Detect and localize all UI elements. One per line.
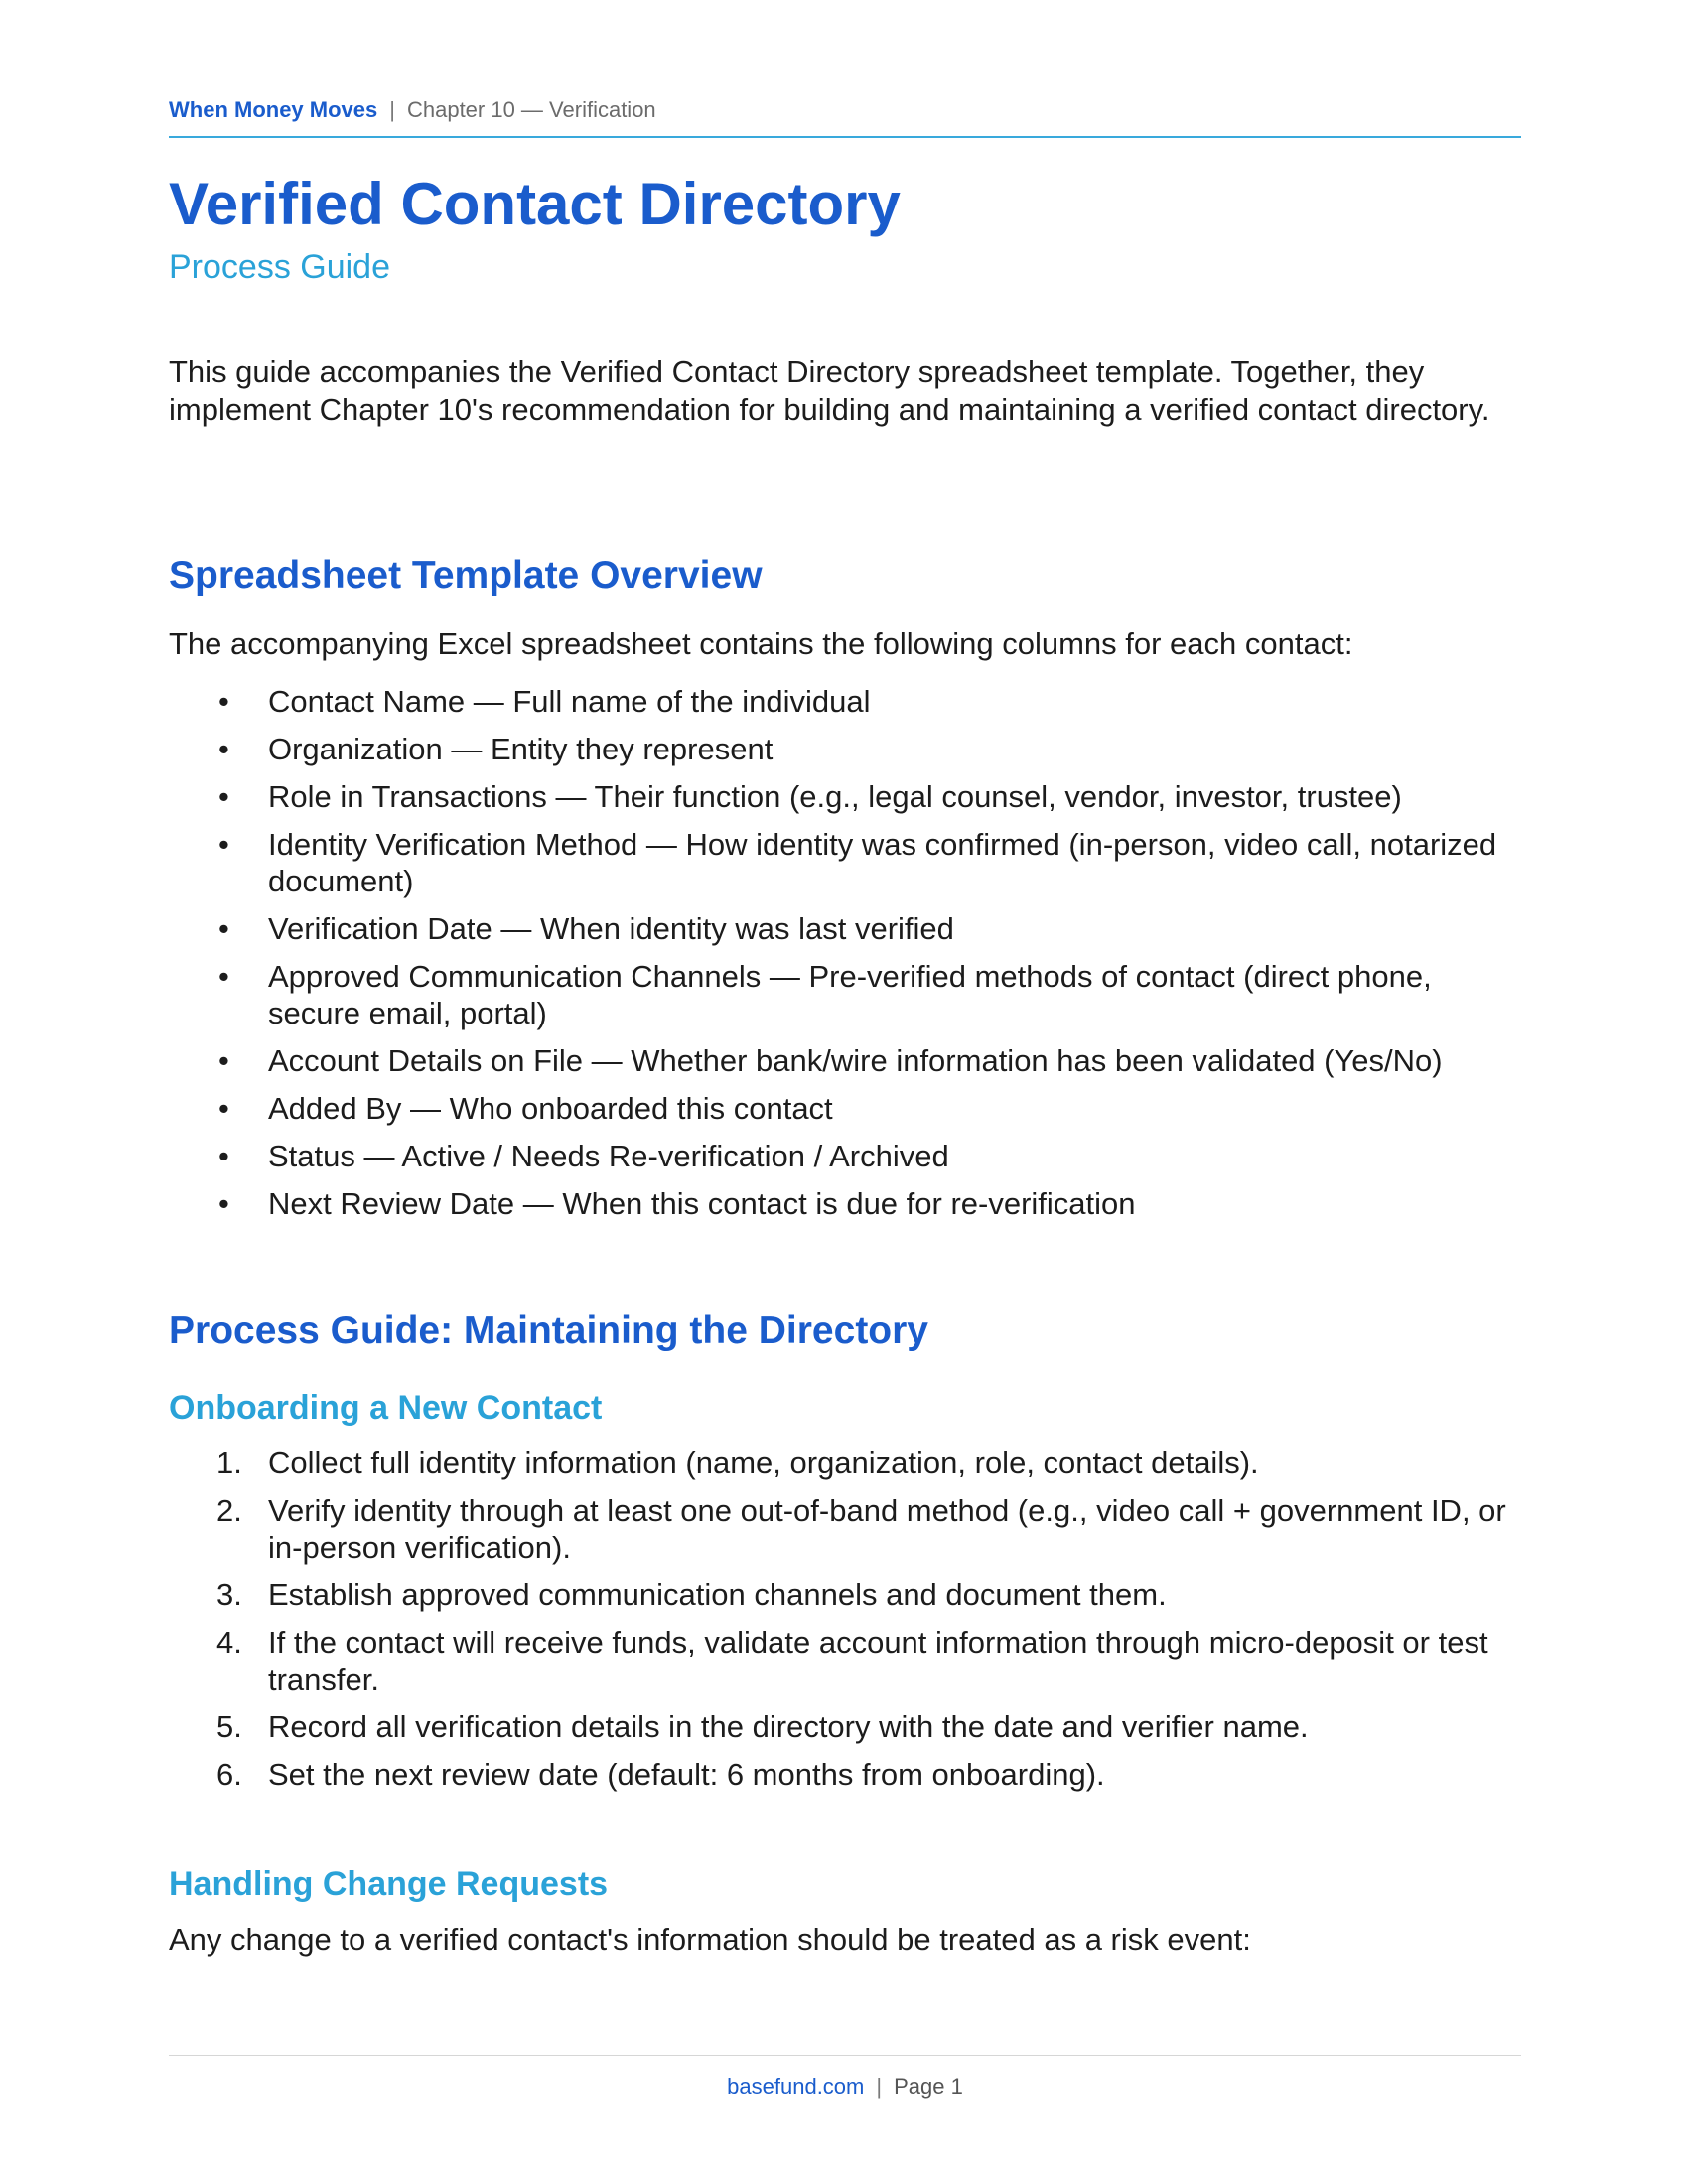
step-text: Establish approved communication channels and document them. (268, 1577, 1167, 1612)
list-item (169, 731, 1521, 767)
list-item (169, 958, 1521, 1031)
list-item-text: Verification Date — When identity was last verified (268, 911, 954, 946)
chapter-label: Chapter 10 — Verification (406, 97, 656, 122)
bullet-marker: • (218, 1091, 229, 1126)
page-number: Page 1 (894, 2074, 963, 2099)
bullet-marker: • (218, 732, 229, 766)
bullet-marker: • (218, 1043, 229, 1078)
bullet-marker: • (218, 959, 229, 994)
bullet-marker: • (218, 1139, 229, 1173)
step-number: 4. (216, 1625, 242, 1660)
list-item-text: Contact Name — Full name of the individual (268, 684, 871, 719)
list-item-text: Approved Communication Channels — Pre-verified methods of contact (direct phone, secure email, portal) (268, 959, 1432, 1030)
section-heading-overview: Spreadsheet Template Overview (169, 554, 763, 597)
list-item (169, 910, 1521, 947)
columns-list (169, 683, 1521, 1233)
step-text: Collect full identity information (name, organization, role, contact details). (268, 1445, 1259, 1480)
running-header (169, 96, 1521, 138)
list-item (169, 1492, 1521, 1566)
list-item-text: Identity Verification Method — How identity was confirmed (in-person, video call, notarized document) (268, 827, 1497, 898)
bullet-marker: • (218, 1186, 229, 1221)
running-footer (169, 2055, 1521, 2115)
list-item (169, 1185, 1521, 1222)
book-title: When Money Moves (169, 97, 378, 122)
step-number: 5. (216, 1709, 242, 1744)
subsection-heading-changes: Handling Change Requests (169, 1865, 609, 1903)
bullet-marker: • (218, 827, 229, 862)
footer-site-link[interactable]: basefund.com (727, 2074, 865, 2099)
list-item (169, 683, 1521, 720)
onboarding-steps (169, 1444, 1521, 1804)
list-item (169, 778, 1521, 815)
list-item (169, 1708, 1521, 1745)
step-number: 2. (216, 1493, 242, 1528)
step-number: 1. (216, 1445, 242, 1480)
header-separator: | (389, 97, 395, 122)
section-heading-process: Process Guide: Maintaining the Directory (169, 1309, 928, 1352)
list-item-text: Role in Transactions — Their function (e.g., legal counsel, vendor, investor, trustee) (268, 779, 1402, 814)
step-text: Record all verification details in the directory with the date and verifier name. (268, 1709, 1309, 1744)
changes-lead: Any change to a verified contact's information should be treated as a risk event: (169, 1922, 1251, 1957)
list-item (169, 826, 1521, 899)
list-item (169, 1576, 1521, 1613)
bullet-marker: • (218, 911, 229, 946)
list-item-text: Next Review Date — When this contact is due for re-verification (268, 1186, 1136, 1221)
list-item-text: Added By — Who onboarded this contact (268, 1091, 833, 1126)
step-number: 6. (216, 1757, 242, 1792)
list-item (169, 1444, 1521, 1481)
intro-paragraph: This guide accompanies the Verified Contact Directory spreadsheet template. Together, they implement Chapter 10's recommendation for building and maintaining a verified contact directory. (169, 354, 1490, 427)
list-item (169, 1090, 1521, 1127)
subsection-heading-onboarding: Onboarding a New Contact (169, 1389, 603, 1427)
bullet-marker: • (218, 779, 229, 814)
document-title: Verified Contact Directory (169, 171, 901, 237)
list-item-text: Status — Active / Needs Re-verification / Archived (268, 1139, 949, 1173)
list-item-text: Account Details on File — Whether bank/wire information has been validated (Yes/No) (268, 1043, 1443, 1078)
step-text: Set the next review date (default: 6 months from onboarding). (268, 1757, 1105, 1792)
step-text: Verify identity through at least one out-of-band method (e.g., video call + government ID, or in-person verification). (268, 1493, 1506, 1565)
step-text: If the contact will receive funds, validate account information through micro-deposit or test transfer. (268, 1625, 1488, 1697)
list-item-text: Organization — Entity they represent (268, 732, 774, 766)
list-item (169, 1624, 1521, 1698)
document-page (169, 0, 1521, 2184)
overview-lead: The accompanying Excel spreadsheet contains the following columns for each contact: (169, 626, 1353, 661)
bullet-marker: • (218, 684, 229, 719)
document-subtitle: Process Guide (169, 248, 390, 286)
footer-separator: | (876, 2074, 883, 2099)
list-item (169, 1042, 1521, 1079)
list-item (169, 1756, 1521, 1793)
list-item (169, 1138, 1521, 1174)
step-number: 3. (216, 1577, 242, 1612)
